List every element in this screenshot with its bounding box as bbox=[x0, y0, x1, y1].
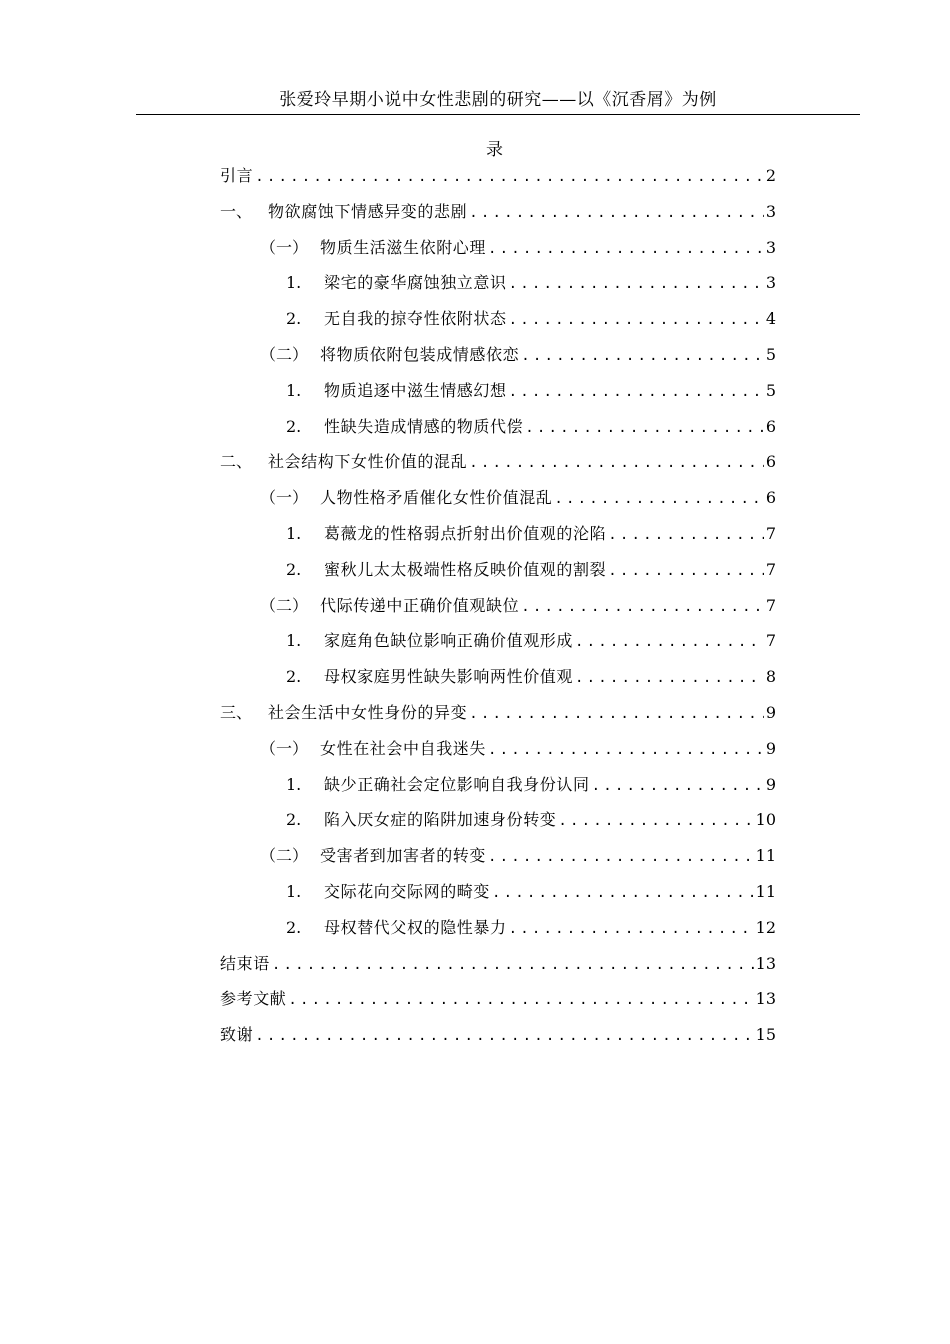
toc-entry-page-number: 11 bbox=[755, 846, 776, 866]
toc-entry-label: 交际花向交际网的畸变 bbox=[324, 881, 491, 901]
dot-leader bbox=[253, 160, 764, 194]
running-header-title: 张爱玲早期小说中女性悲剧的研究——以《沉香屑》为例 bbox=[279, 90, 717, 110]
toc-entry[interactable] bbox=[220, 337, 776, 373]
toc-entry-number: （一） bbox=[260, 738, 309, 758]
toc-entry-page-number: 3 bbox=[765, 237, 776, 257]
dot-leader bbox=[486, 733, 764, 767]
toc-entry[interactable] bbox=[220, 802, 776, 838]
toc-entry-page-number: 5 bbox=[765, 380, 776, 400]
dot-leader bbox=[507, 912, 754, 946]
toc-entry-page-number: 7 bbox=[765, 595, 776, 615]
toc-entry-label: 社会结构下女性价值的混乱 bbox=[268, 452, 468, 472]
dot-leader bbox=[606, 518, 764, 552]
toc-entry-label: 母权家庭男性缺失影响两性价值观 bbox=[324, 667, 574, 687]
dot-leader bbox=[519, 339, 764, 373]
toc-entry[interactable] bbox=[220, 230, 776, 266]
toc-entry-number: 1. bbox=[286, 631, 302, 651]
toc-entry[interactable] bbox=[220, 588, 776, 624]
toc-entry[interactable] bbox=[220, 444, 776, 480]
dot-leader bbox=[573, 661, 764, 695]
toc-entry-page-number: 12 bbox=[755, 917, 776, 937]
toc-entry-page-number: 6 bbox=[765, 416, 776, 436]
dot-leader bbox=[556, 804, 753, 838]
toc-entry[interactable] bbox=[220, 767, 776, 803]
dot-leader bbox=[523, 411, 764, 445]
toc-entry[interactable] bbox=[220, 910, 776, 946]
toc-entry-label: 社会生活中女性身份的异变 bbox=[268, 702, 468, 722]
dot-leader bbox=[606, 554, 764, 588]
toc-entry-number: 1. bbox=[286, 881, 302, 901]
toc-entry-page-number: 9 bbox=[765, 702, 776, 722]
toc-entry-page-number: 3 bbox=[765, 201, 776, 221]
dot-leader bbox=[467, 446, 764, 480]
toc-entry-number: （二） bbox=[260, 595, 309, 615]
toc-entry-label: 葛薇龙的性格弱点折射出价值观的沦陷 bbox=[324, 523, 607, 543]
toc-entry-label: 蜜秋儿太太极端性格反映价值观的割裂 bbox=[324, 559, 607, 579]
header-rule bbox=[136, 114, 860, 115]
toc-entry[interactable] bbox=[220, 552, 776, 588]
toc-entry[interactable] bbox=[220, 981, 776, 1017]
toc-entry-page-number: 5 bbox=[765, 344, 776, 364]
toc-entry-page-number: 4 bbox=[765, 309, 776, 329]
toc-entry-label: 物质生活滋生依附心理 bbox=[320, 237, 487, 257]
toc-entry-label: 物欲腐蚀下情感异变的悲剧 bbox=[268, 201, 468, 221]
toc-entry[interactable] bbox=[220, 1017, 776, 1053]
toc-entry-page-number: 11 bbox=[755, 881, 776, 901]
toc-entry-number: 2. bbox=[286, 416, 302, 436]
dot-leader bbox=[507, 267, 764, 301]
dot-leader bbox=[270, 948, 754, 982]
toc-entry-number: 2. bbox=[286, 810, 302, 830]
dot-leader bbox=[590, 769, 764, 803]
toc-entry[interactable] bbox=[220, 409, 776, 445]
toc-entry-label: 结束语 bbox=[220, 953, 270, 973]
dot-leader bbox=[573, 625, 764, 659]
toc-entry-number: 1. bbox=[286, 523, 302, 543]
toc-entry-number: 二、 bbox=[220, 452, 253, 472]
dot-leader bbox=[467, 697, 764, 731]
toc-entry[interactable] bbox=[220, 946, 776, 982]
toc-entry-number: 1. bbox=[286, 380, 302, 400]
toc-entry[interactable] bbox=[220, 265, 776, 301]
toc-entry[interactable] bbox=[220, 731, 776, 767]
dot-leader bbox=[486, 840, 754, 874]
toc-entry[interactable] bbox=[220, 874, 776, 910]
table-of-contents bbox=[220, 158, 776, 1053]
toc-entry-label: 受害者到加害者的转变 bbox=[320, 846, 487, 866]
toc-entry-page-number: 7 bbox=[765, 523, 776, 543]
toc-entry-page-number: 6 bbox=[765, 452, 776, 472]
toc-entry[interactable] bbox=[220, 158, 776, 194]
dot-leader bbox=[507, 303, 764, 337]
toc-entry-label: 梁宅的豪华腐蚀独立意识 bbox=[324, 273, 507, 293]
toc-entry-label: 家庭角色缺位影响正确价值观形成 bbox=[324, 631, 574, 651]
toc-entry-page-number: 2 bbox=[765, 166, 776, 185]
toc-entry-label: 引言 bbox=[220, 166, 254, 185]
toc-entry-label: 母权替代父权的隐性暴力 bbox=[324, 917, 507, 937]
toc-entry[interactable] bbox=[220, 194, 776, 230]
toc-entry-number: 1. bbox=[286, 774, 302, 794]
toc-entry[interactable] bbox=[220, 516, 776, 552]
toc-entry-label: 无自我的掠夺性依附状态 bbox=[324, 309, 507, 329]
toc-entry-page-number: 10 bbox=[755, 810, 776, 830]
toc-entry-page-number: 9 bbox=[765, 774, 776, 794]
toc-entry[interactable] bbox=[220, 480, 776, 516]
dot-leader bbox=[486, 232, 764, 266]
toc-entry-label: 缺少正确社会定位影响自我身份认同 bbox=[324, 774, 590, 794]
toc-entry-page-number: 8 bbox=[765, 667, 776, 687]
dot-leader bbox=[552, 482, 763, 516]
dot-leader bbox=[253, 1019, 753, 1053]
toc-entry-page-number: 13 bbox=[755, 953, 776, 973]
toc-entry-label: 人物性格矛盾催化女性价值混乱 bbox=[320, 488, 553, 508]
toc-entry-number: 2. bbox=[286, 917, 302, 937]
dot-leader bbox=[467, 196, 764, 230]
toc-entry[interactable] bbox=[220, 301, 776, 337]
toc-entry[interactable] bbox=[220, 695, 776, 731]
toc-heading: 录 bbox=[486, 140, 503, 160]
toc-entry-label: 代际传递中正确价值观缺位 bbox=[320, 595, 520, 615]
toc-entry-label: 参考文献 bbox=[220, 989, 287, 1009]
dot-leader bbox=[490, 876, 754, 910]
toc-entry-label: 将物质依附包装成情感依恋 bbox=[320, 344, 520, 364]
toc-entry-label: 性缺失造成情感的物质代偿 bbox=[324, 416, 524, 436]
toc-entry-number: 2. bbox=[286, 309, 302, 329]
dot-leader bbox=[507, 375, 764, 409]
toc-entry-label: 物质追逐中滋生情感幻想 bbox=[324, 380, 507, 400]
toc-entry-number: 三、 bbox=[220, 702, 253, 722]
dot-leader bbox=[519, 590, 764, 624]
toc-entry-number: （二） bbox=[260, 846, 309, 866]
toc-entry[interactable] bbox=[220, 623, 776, 659]
toc-entry-number: （二） bbox=[260, 344, 309, 364]
toc-entry-page-number: 6 bbox=[765, 488, 776, 508]
toc-entry[interactable] bbox=[220, 838, 776, 874]
toc-entry-number: 1. bbox=[286, 273, 302, 293]
toc-entry[interactable] bbox=[220, 659, 776, 695]
toc-entry-label: 女性在社会中自我迷失 bbox=[320, 738, 487, 758]
toc-entry-page-number: 7 bbox=[765, 559, 776, 579]
toc-entry[interactable] bbox=[220, 373, 776, 409]
toc-entry-number: 2. bbox=[286, 559, 302, 579]
toc-entry-number: （一） bbox=[260, 237, 309, 257]
toc-entry-number: （一） bbox=[260, 488, 309, 508]
toc-entry-label: 致谢 bbox=[220, 1025, 254, 1045]
toc-entry-number: 2. bbox=[286, 667, 302, 687]
toc-entry-number: 一、 bbox=[220, 201, 253, 221]
toc-entry-page-number: 15 bbox=[755, 1025, 776, 1045]
toc-entry-page-number: 9 bbox=[765, 738, 776, 758]
toc-entry-page-number: 3 bbox=[765, 273, 776, 293]
dot-leader bbox=[286, 983, 753, 1017]
toc-entry-page-number: 13 bbox=[755, 989, 776, 1009]
toc-entry-label: 陷入厌女症的陷阱加速身份转变 bbox=[324, 810, 557, 830]
toc-entry-page-number: 7 bbox=[765, 631, 776, 651]
